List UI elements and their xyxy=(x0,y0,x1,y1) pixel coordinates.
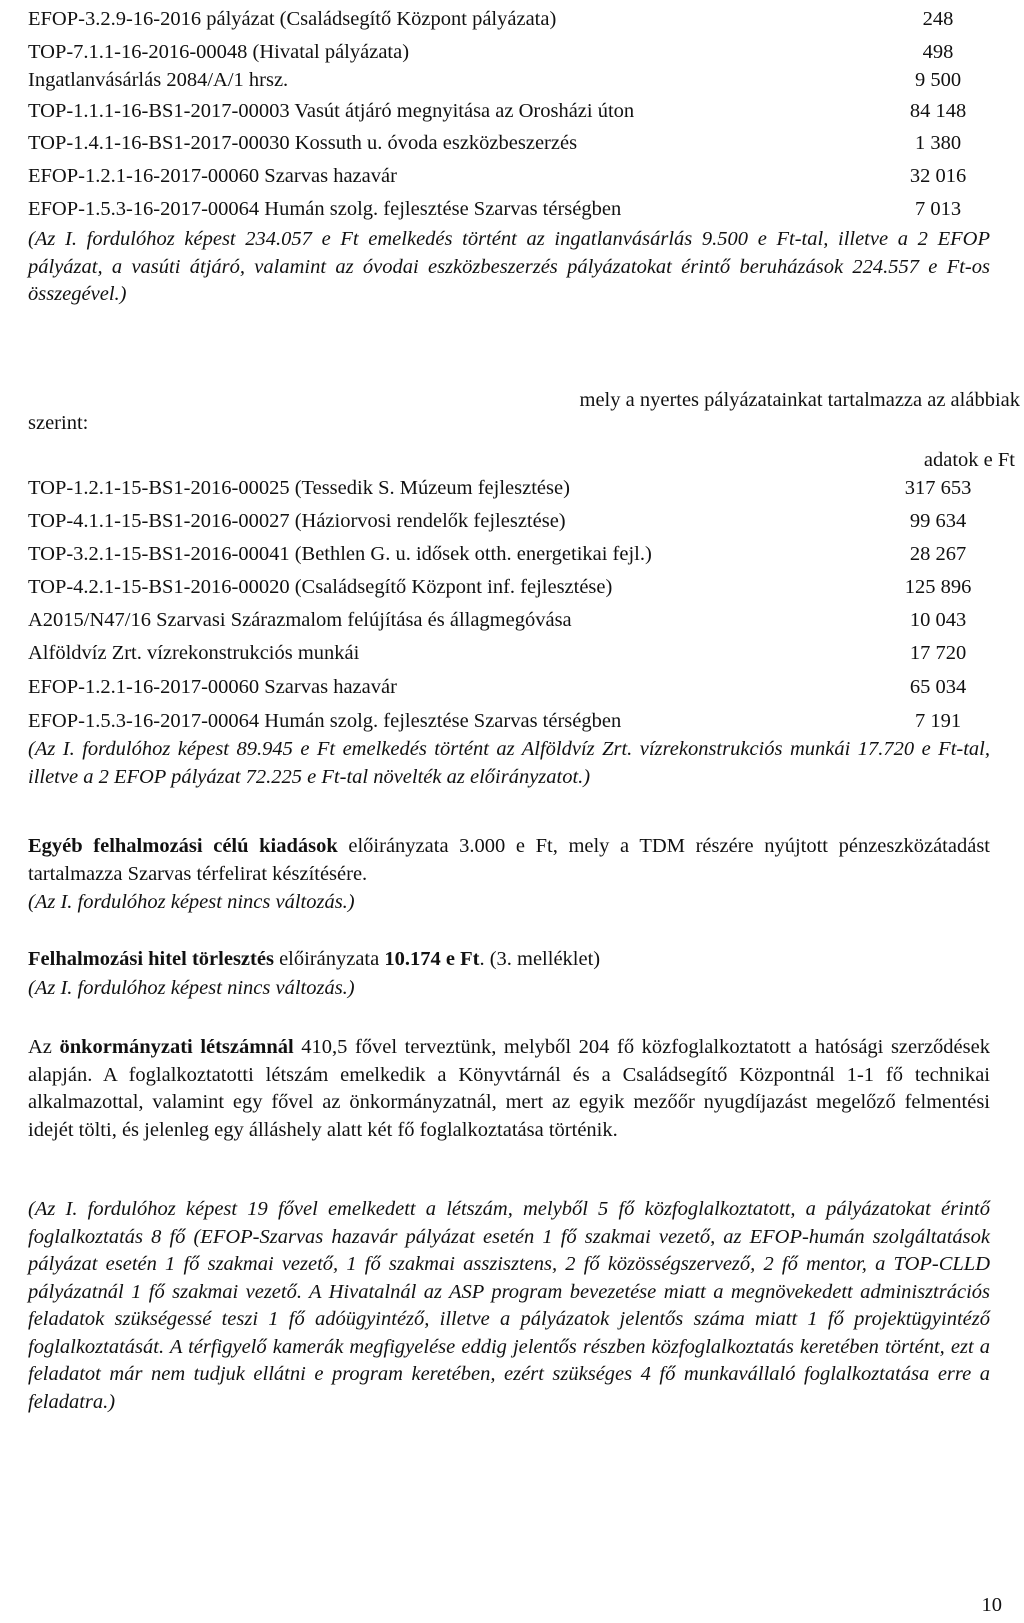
table-row xyxy=(28,539,988,569)
table-row xyxy=(28,96,988,126)
section-3-heading: Egyéb felhalmozási célú kiadások xyxy=(28,835,338,857)
table-row xyxy=(28,706,988,736)
note-2: (Az I. fordulóhoz képest 89.945 e Ft emelkedés történt az Alföldvíz Zrt. vízrekonstrukciós munkái 17.720 e Ft-tal, illetve a 2 EFOP pályázat 72.225 e Ft-tal növelték az előirányzatot.) xyxy=(28,738,990,788)
page-number: 10 xyxy=(981,1594,1002,1616)
table-row xyxy=(28,506,988,536)
row-value: 7 191 xyxy=(914,710,962,732)
row-value: 65 034 xyxy=(909,676,967,698)
row-value: 125 896 xyxy=(904,576,972,598)
table-row xyxy=(28,161,988,191)
table-row xyxy=(28,194,988,224)
section-5-pre: Az xyxy=(28,1036,60,1058)
section-4-note: (Az I. fordulóhoz képest nincs változás.) xyxy=(28,977,355,999)
row-label: TOP-3.2.1-15-BS1-2016-00041 (Bethlen G. u. idősek otth. energetikai fejl.) xyxy=(28,543,652,565)
section-4-heading: Felhalmozási hitel törlesztés xyxy=(28,948,274,970)
row-value: 1 380 xyxy=(914,132,962,154)
row-label: TOP-4.1.1-15-BS1-2016-00027 (Háziorvosi rendelők fejlesztése) xyxy=(28,510,566,532)
row-label: TOP-1.1.1-16-BS1-2017-00003 Vasút átjáró megnyitása az Orosházi úton xyxy=(28,100,635,122)
section-3-paragraph xyxy=(28,833,990,888)
row-value: 32 016 xyxy=(909,165,967,187)
section-3-note: (Az I. fordulóhoz képest nincs változás.) xyxy=(28,891,355,913)
row-label: EFOP-1.5.3-16-2017-00064 Humán szolg. fejlesztése Szarvas térségben xyxy=(28,710,622,732)
table-row xyxy=(28,572,988,602)
row-value: 7 013 xyxy=(914,198,962,220)
section-4-text-1: előirányzata xyxy=(273,948,385,970)
table-row xyxy=(28,605,988,635)
row-value: 317 653 xyxy=(904,477,972,499)
row-value: 84 148 xyxy=(909,100,967,122)
row-value: 28 267 xyxy=(909,543,967,565)
row-label: EFOP-1.2.1-16-2017-00060 Szarvas hazavár xyxy=(28,676,397,698)
section-5-text: 410,5 fővel terveztünk, melyből 204 fő közfoglalkoztatott a hatósági szerződések alapján. A foglalkoztatotti létszám emelkedik a Könyvtárnál és a Családsegítő Központnál 1-1 fő technikai alkalmazottal, valamint egy fővel az önkormányzatnál, mert az egyik mezőőr nyugdíjazást megelőző felmentési idejét tölti, és jelenleg egy álláshely alatt két fő foglalkoztatása történik. xyxy=(28,1036,990,1141)
section-5-heading: önkormányzati létszámnál xyxy=(59,1036,294,1058)
row-value: 17 720 xyxy=(909,642,967,664)
table-row xyxy=(28,672,988,702)
row-label: EFOP-3.2.9-16-2016 pályázat (Családsegítő Központ pályázata) xyxy=(28,8,557,30)
row-label: A2015/N47/16 Szarvasi Szárazmalom felújítása és állagmegóvása xyxy=(28,609,572,631)
table-row xyxy=(28,128,988,158)
row-label: EFOP-1.2.1-16-2017-00060 Szarvas hazavár xyxy=(28,165,397,187)
row-value: 498 xyxy=(922,41,954,63)
section-5-note: (Az I. fordulóhoz képest 19 fővel emelkedett a létszám, melyből 5 fő közfoglalkoztatott, a pályázatokat érintő foglalkoztatás 8 fő (EFOP-Szarvas hazavár pályázat esetén 1 fő szakmai vezető, az EFOP-humán szolgáltatások pályázat esetén 1 fő szakmai vezető, 1 fő szakmai asszisztens, 2 fő közösségszervező, 2 fő mentor, a TOP-CLLD pályázatnál 1 fő szakmai vezető. A Hivatalnál az ASP program bevezetése miatt a megnövekedett adminisztrációs feladatok szükségessé teszi 1 fő adóügyintéző, illetve a pályázatok jelentős száma miatt 1 fő projektügyintéző foglalkoztatását. A térfigyelő kamerák megfigyelése eddig jelentős részben közfoglalkoztatás keretében történt, ezt a feladatot már nem tudjuk ellátni e program keretében, ezért szükséges 4 fő munkavállaló foglalkoztatása erre a feladatra.) xyxy=(28,1198,990,1413)
section-4-amount: 10.174 e Ft xyxy=(384,948,480,970)
row-value: 99 634 xyxy=(909,510,967,532)
table-row xyxy=(28,37,988,67)
section-2-intro-cont: szerint: xyxy=(28,412,89,434)
section-2-intro: mely a nyertes pályázatainkat tartalmazza az alábbiak xyxy=(579,389,1020,411)
section-4-paragraph xyxy=(28,946,990,974)
table-row xyxy=(28,65,988,95)
row-label: EFOP-1.5.3-16-2017-00064 Humán szolg. fejlesztése Szarvas térségben xyxy=(28,198,622,220)
row-label: TOP-1.2.1-15-BS1-2016-00025 (Tessedik S. Múzeum fejlesztése) xyxy=(28,477,570,499)
table-row xyxy=(28,638,988,668)
row-value: 10 043 xyxy=(909,609,967,631)
unit-label: adatok e Ft xyxy=(923,449,1015,471)
row-label: TOP-4.2.1-15-BS1-2016-00020 (Családsegítő Központ inf. fejlesztése) xyxy=(28,576,613,598)
section-5-paragraph xyxy=(28,1034,990,1144)
table-row xyxy=(28,473,988,503)
row-value: 248 xyxy=(922,8,954,30)
row-value: 9 500 xyxy=(914,69,962,91)
row-label: Ingatlanvásárlás 2084/A/1 hrsz. xyxy=(28,69,289,91)
section-3-text: előirányzata 3.000 e Ft, mely a TDM részére nyújtott pénzeszközátadást tartalmazza Szarvas térfelirat készítésére. xyxy=(28,835,990,885)
table-row xyxy=(28,4,988,34)
row-label: TOP-7.1.1-16-2016-00048 (Hivatal pályázata) xyxy=(28,41,410,63)
section-4-text-2: . (3. melléklet) xyxy=(479,948,601,970)
note-1: (Az I. fordulóhoz képest 234.057 e Ft emelkedés történt az ingatlanvásárlás 9.500 e Ft-tal, illetve a 2 EFOP pályázat, a vasúti átjáró, valamint az óvodai eszközbeszerzés pályázatokat érintő beruházások 224.557 e Ft-os összegével.) xyxy=(28,228,990,305)
row-label: Alföldvíz Zrt. vízrekonstrukciós munkái xyxy=(28,642,360,664)
row-label: TOP-1.4.1-16-BS1-2017-00030 Kossuth u. óvoda eszközbeszerzés xyxy=(28,132,578,154)
